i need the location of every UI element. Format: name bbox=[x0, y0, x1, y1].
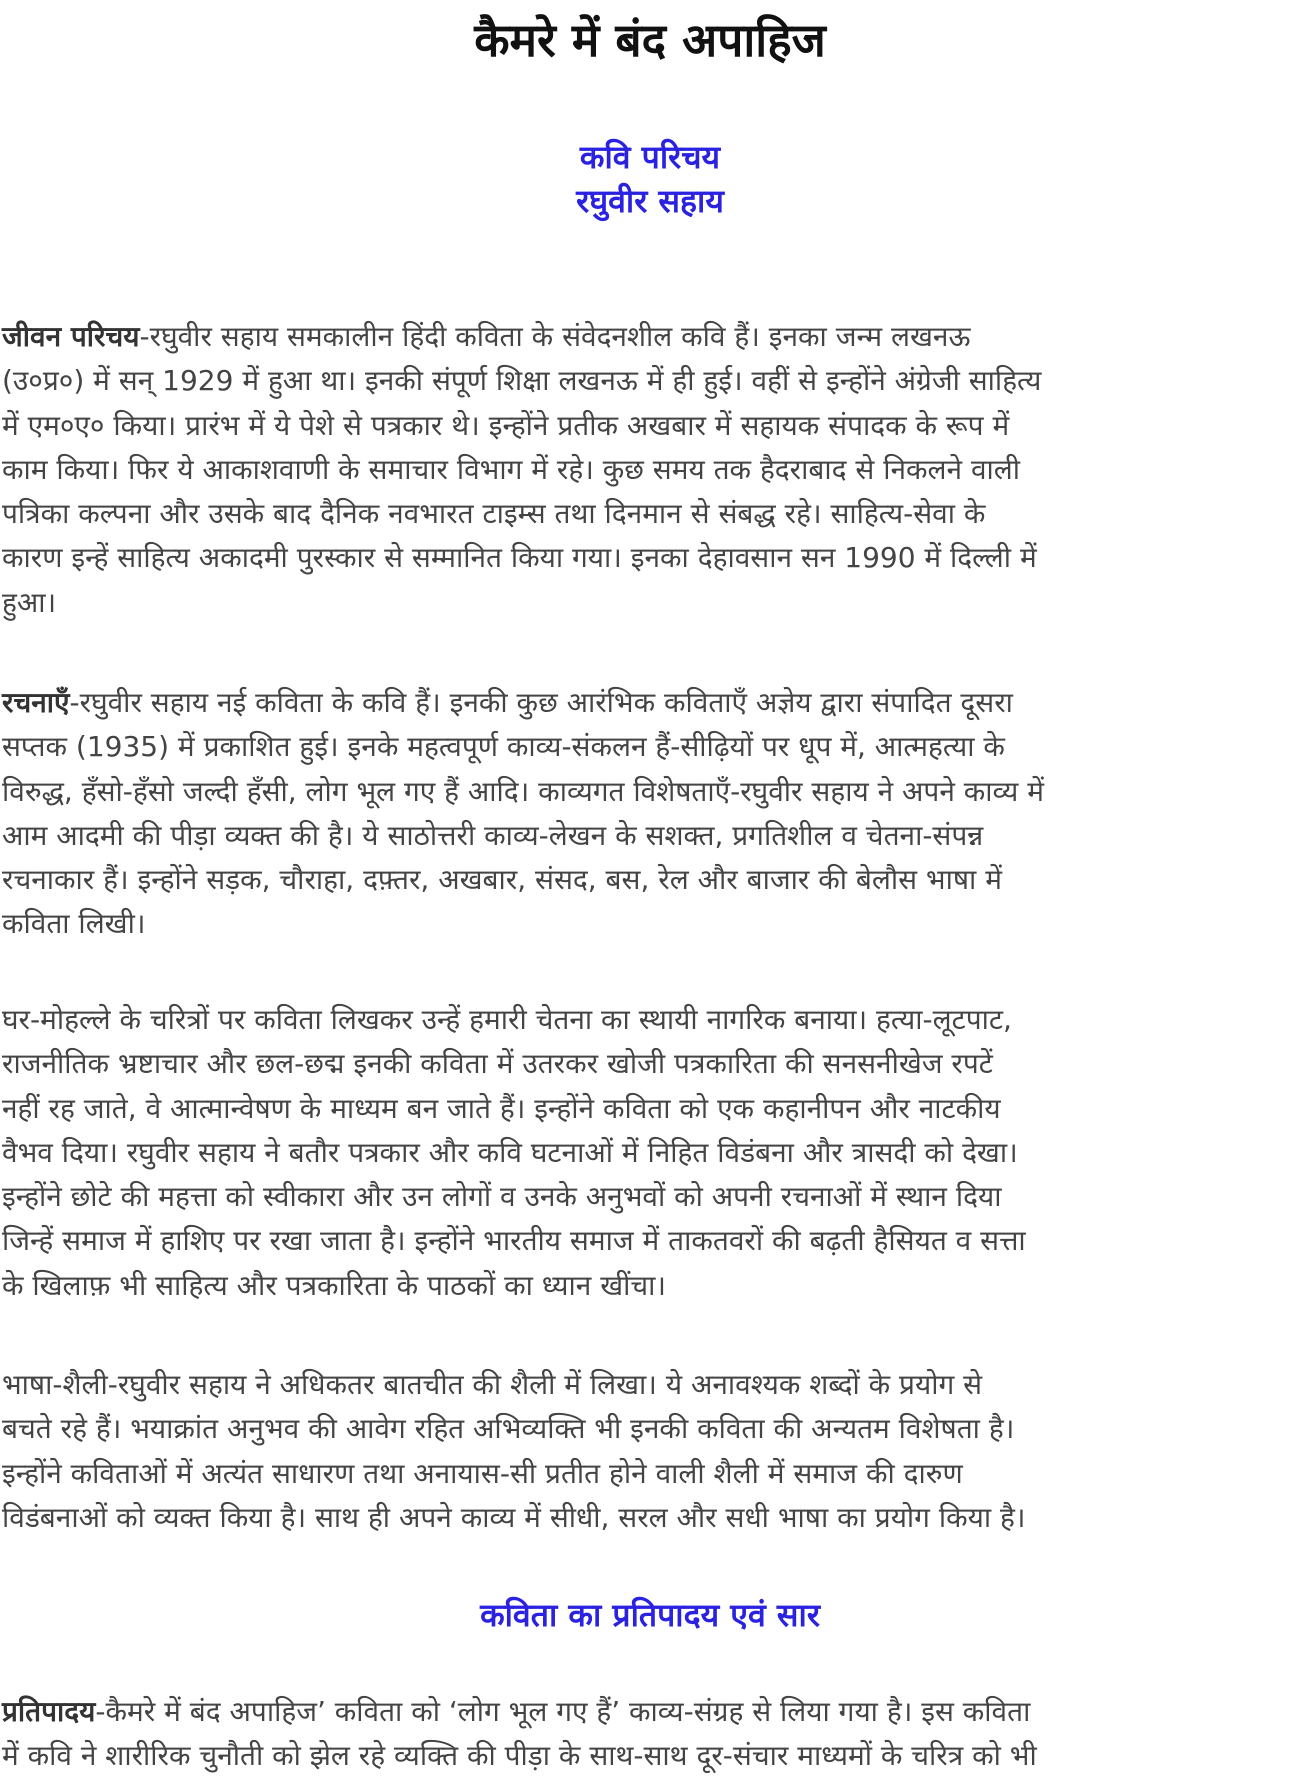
paragraph-lead: प्रतिपादय bbox=[2, 1695, 96, 1728]
paragraph-works bbox=[2, 681, 1300, 947]
text-line: घर-मोहल्ले के चरित्रों पर कविता लिखकर उन्हें हमारी चेतना का स्थायी नागरिक बनाया। हत्या-लूटपाट, bbox=[2, 1003, 1012, 1036]
text-line: राजनीतिक भ्रष्टाचार और छल-छद्म इनकी कविता में उतरकर खोजी पत्रकारिता की सनसनीखेज रपटें bbox=[2, 1047, 993, 1081]
text-line: में एम०ए० किया। प्रारंभ में ये पेशे से पत्रकार थे। इन्होंने प्रतीक अखबार में सहायक संपादक के रूप में bbox=[2, 408, 1010, 442]
section-heading-theme-summary: कविता का प्रतिपादय एवं सार bbox=[480, 1596, 820, 1634]
text-line: वैभव दिया। रघुवीर सहाय ने बतौर पत्रकार और कवि घटनाओं में निहित विडंबना और त्रासदी को देखा। bbox=[2, 1135, 1018, 1169]
text-line: विरुद्ध, हँसो-हँसो जल्दी हँसी, लोग भूल गए हैं आदि। काव्यगत विशेषताएँ-रघुवीर सहाय ने अपने काव्य में bbox=[2, 774, 1044, 808]
text-line: -रघुवीर सहाय समकालीन हिंदी कविता के संवेदनशील कवि हैं। इनका जन्म लखनऊ bbox=[139, 320, 971, 353]
text-line: भाषा-शैली-रघुवीर सहाय ने अधिकतर बातचीत की शैली में लिखा। ये अनावश्यक शब्दों के प्रयोग से bbox=[2, 1368, 983, 1401]
paragraph-language-style bbox=[2, 1363, 1300, 1540]
text-line: बचते रहे हैं। भयाक्रांत अनुभव की आवेग रहित अभिव्यक्ति भी इनकी कविता की अन्यतम विशेषता है। bbox=[2, 1412, 1015, 1446]
paragraph-theme bbox=[2, 1690, 1300, 1779]
poet-intro-heading: कवि परिचय bbox=[579, 138, 721, 176]
text-line: कारण इन्हें साहित्य अकादमी पुरस्कार से सम्मानित किया गया। इनका देहावसान सन 1990 में दिल्ली में bbox=[2, 541, 1037, 575]
text-line: में कवि ने शारीरिक चुनौती को झेल रहे व्यक्ति की पीड़ा के साथ-साथ दूर-संचार माध्यमों के चरित्र को भी bbox=[2, 1739, 1037, 1773]
text-line: रचनाकार हैं। इन्होंने सड़क, चौराहा, दफ़्तर, अखबार, संसद, बस, रेल और बाजार की बेलौस भाषा में bbox=[2, 863, 1002, 897]
text-line: आम आदमी की पीड़ा व्यक्त की है। ये साठोत्तरी काव्य-लेखन के सशक्त, प्रगतिशील व चेतना-संपन्न bbox=[2, 818, 984, 852]
text-line: कविता लिखी। bbox=[2, 907, 146, 941]
text-line: -रघुवीर सहाय नई कविता के कवि हैं। इनकी कुछ आरंभिक कविताएँ अज्ञेय द्वारा संपादित दूसरा bbox=[69, 686, 1013, 719]
paragraph-biography bbox=[2, 315, 1300, 625]
poet-name: रघुवीर सहाय bbox=[576, 182, 724, 220]
text-line: हुआ। bbox=[2, 585, 57, 619]
text-line: -कैमरे में बंद अपाहिज’ कविता को ‘लोग भूल गए हैं’ काव्य-संग्रह से लिया गया है। इस कविता bbox=[95, 1695, 1031, 1728]
text-line: इन्होंने छोटे की महत्ता को स्वीकारा और उन लोगों व उनके अनुभवों को अपनी रचनाओं में स्थान दिया bbox=[2, 1180, 1002, 1214]
paragraph-themes bbox=[2, 998, 1300, 1308]
text-line: सप्तक (1935) में प्रकाशित हुई। इनके महत्वपूर्ण काव्य-संकलन हैं-सीढ़ियों पर धूप में, आत्महत्या के bbox=[2, 730, 1005, 764]
text-line: (उ०प्र०) में सन् 1929 में हुआ था। इनकी संपूर्ण शिक्षा लखनऊ में ही हुई। वहीं से इन्होंने अंग्रेजी साहित्य bbox=[2, 364, 1042, 398]
page-title: कैमरे में बंद अपाहिज bbox=[474, 13, 826, 67]
text-line: पत्रिका कल्पना और उसके बाद दैनिक नवभारत टाइम्स तथा दिनमान से संबद्ध रहे। साहित्य-सेवा के bbox=[2, 497, 986, 531]
paragraph-lead: रचनाएँ bbox=[2, 686, 70, 719]
text-line: काम किया। फिर ये आकाशवाणी के समाचार विभाग में रहे। कुछ समय तक हैदराबाद से निकलने वाली bbox=[2, 452, 1020, 486]
text-line: इन्होंने कविताओं में अत्यंत साधारण तथा अनायास-सी प्रतीत होने वाली शैली में समाज की दारुण bbox=[2, 1456, 963, 1490]
text-line: जिन्हें समाज में हाशिए पर रखा जाता है। इन्होंने भारतीय समाज में ताकतवरों की बढ़ती हैसियत व सत्ता bbox=[2, 1224, 1026, 1258]
text-line: के खिलाफ़ भी साहित्य और पत्रकारिता के पाठकों का ध्यान खींचा। bbox=[2, 1268, 667, 1302]
text-line: विडंबनाओं को व्यक्त किया है। साथ ही अपने काव्य में सीधी, सरल और सधी भाषा का प्रयोग किया है। bbox=[2, 1500, 1026, 1534]
text-line: नहीं रह जाते, वे आत्मान्वेषण के माध्यम बन जाते हैं। इन्होंने कविता को एक कहानीपन और नाटकीय bbox=[2, 1091, 1001, 1125]
paragraph-lead: जीवन परिचय bbox=[2, 320, 140, 353]
